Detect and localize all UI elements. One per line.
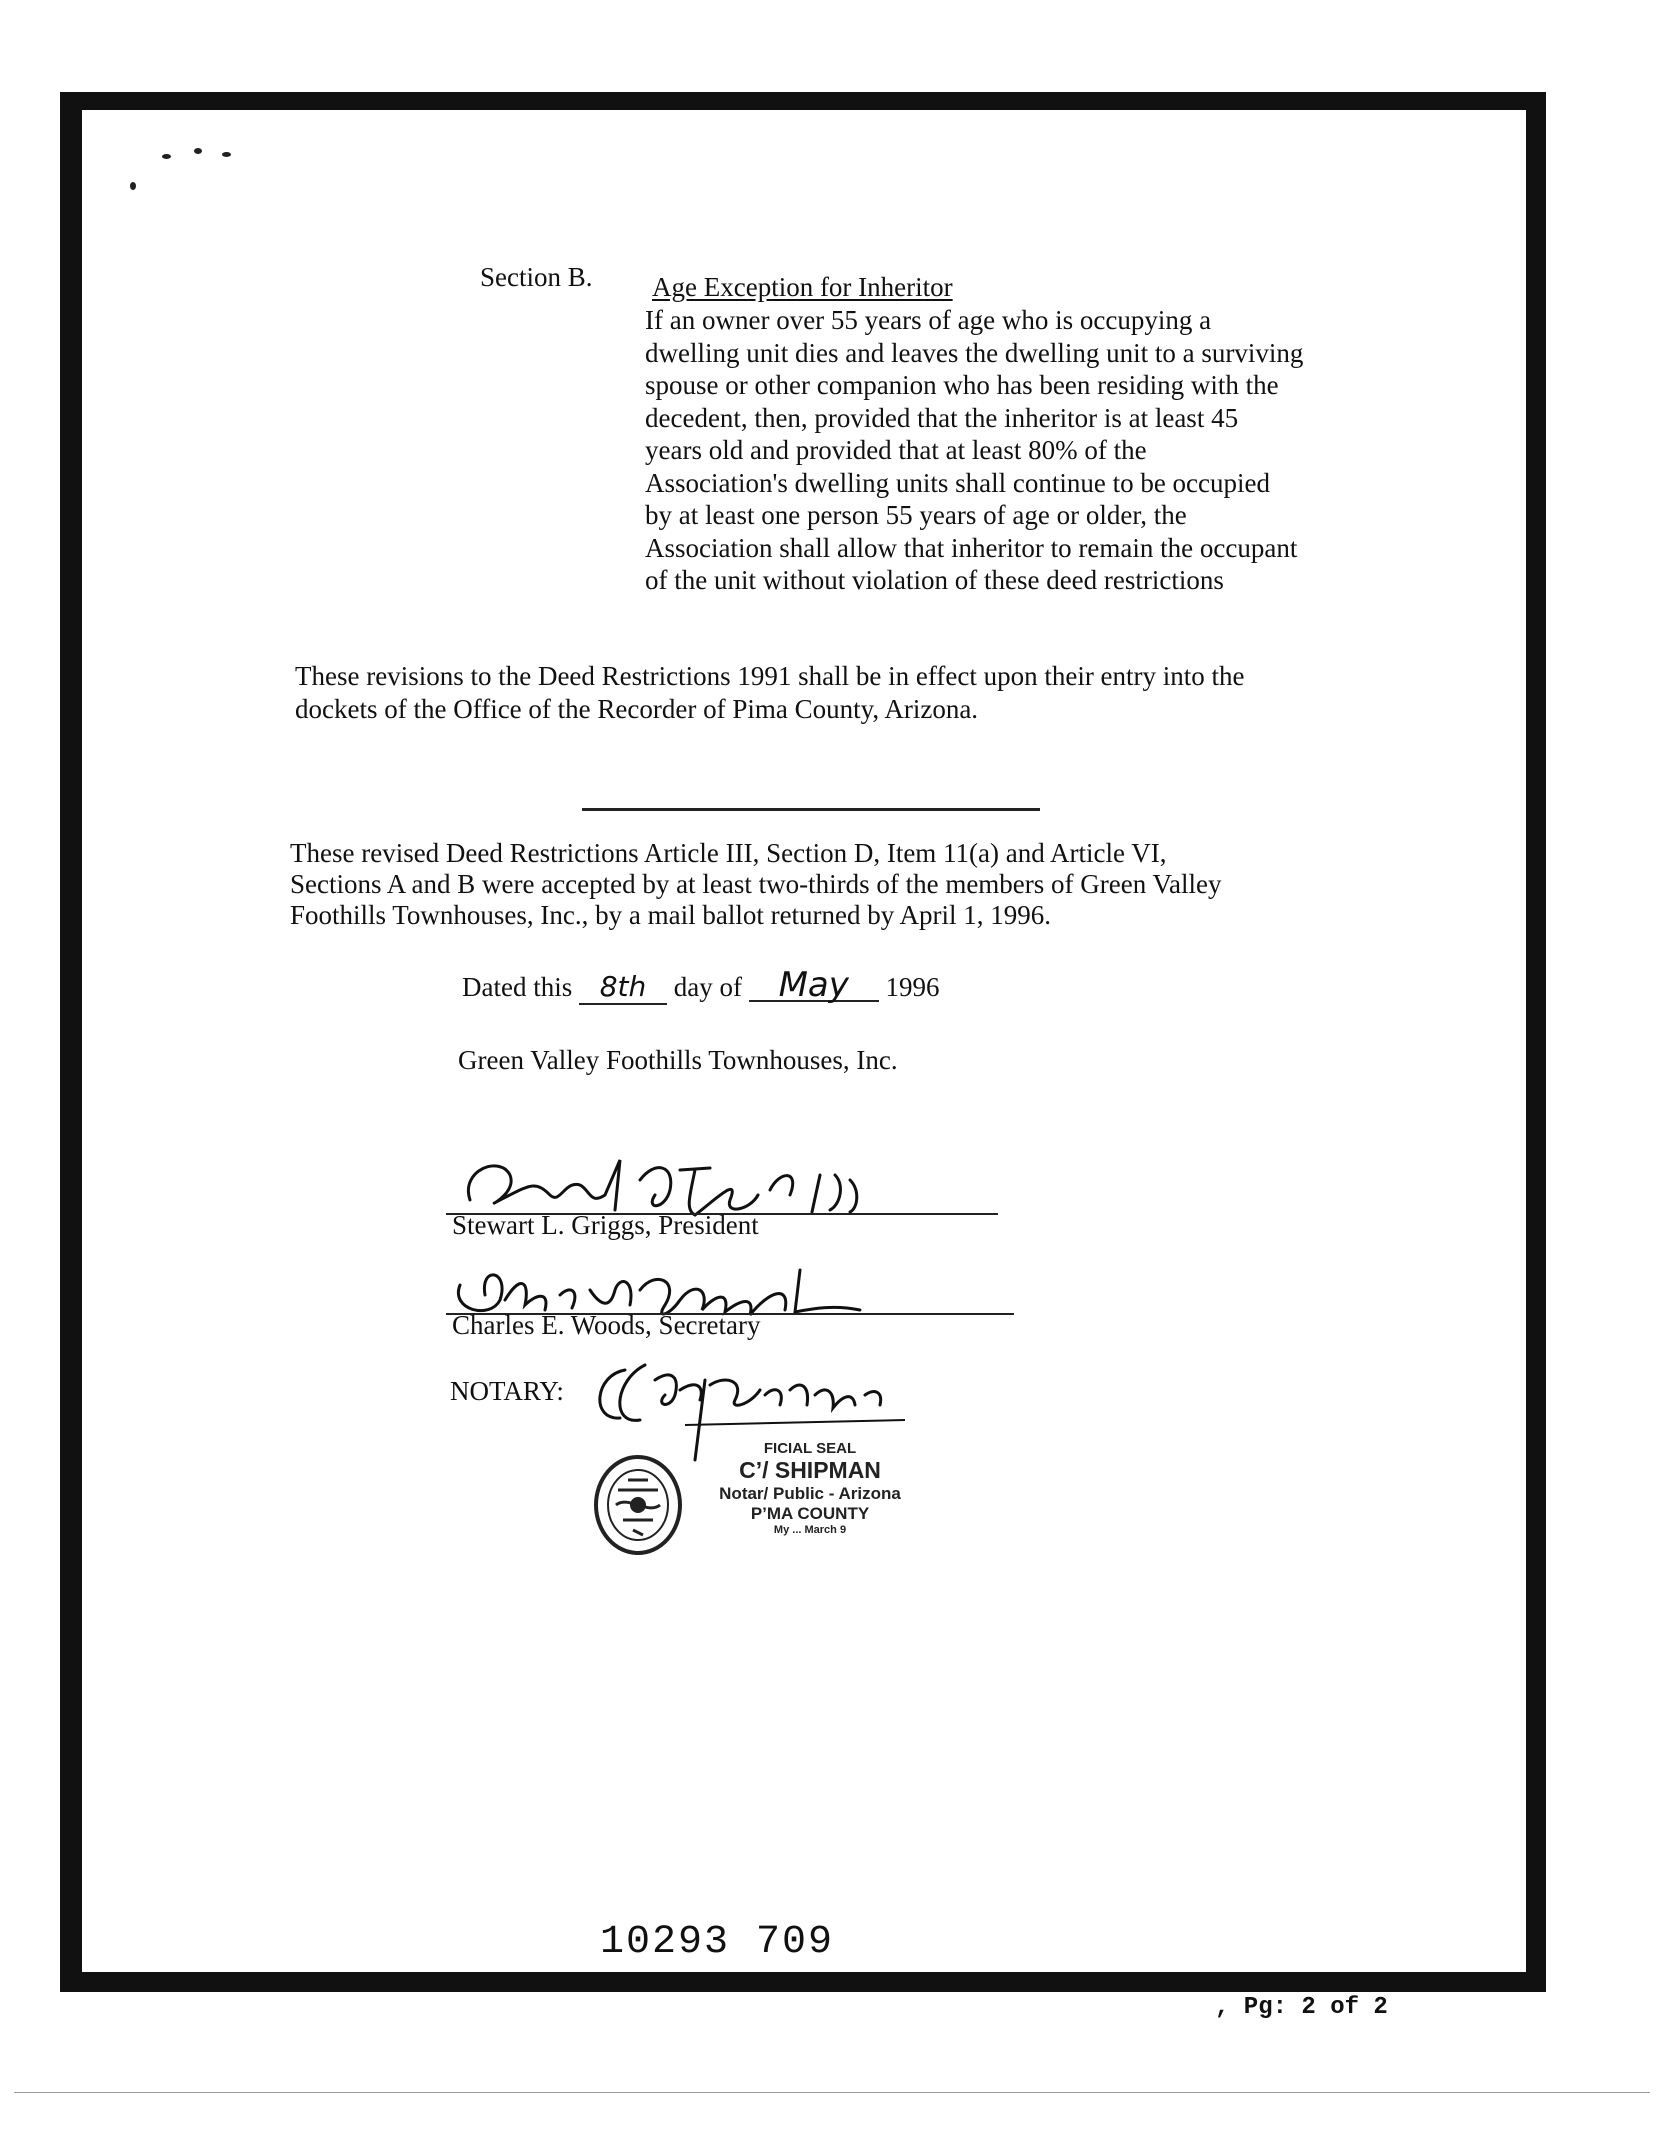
paragraph-line: Sections A and B were accepted by at least two-thirds of the members of Green Valley: [290, 869, 1222, 899]
notary-seal-text: [700, 1440, 920, 1536]
president-name: Stewart L. Griggs, President: [452, 1210, 759, 1240]
acceptance-paragraph: [290, 838, 1221, 931]
section-body: [645, 304, 1345, 597]
divider-rule: [582, 808, 1040, 811]
dated-line: [462, 965, 940, 1005]
section-line: Association's dwelling units shall continue to be occupied: [645, 467, 1271, 498]
section-line: Association shall allow that inheritor to remain the occupant: [645, 532, 1298, 563]
company-name: Green Valley Foothills Townhouses, Inc.: [458, 1045, 898, 1075]
revision-paragraph: [295, 660, 1245, 726]
month-field: May: [749, 970, 879, 1002]
section-line: dwelling unit dies and leaves the dwelling unit to a surviving: [645, 337, 1304, 368]
seal-line: Notar/ Public - Arizona: [719, 1484, 901, 1503]
paragraph-line: These revisions to the Deed Restrictions 1991 shall be in effect upon their entry into the: [295, 661, 1245, 691]
seal-line: My ... March 9: [773, 1524, 847, 1536]
seal-line: P’MA COUNTY: [750, 1504, 870, 1523]
dated-middle: day of: [673, 972, 742, 1002]
page-indicator: , Pg: 2 of 2: [1215, 1994, 1388, 2021]
notary-seal-emblem: [588, 1450, 688, 1560]
bottom-rule: [14, 2092, 1650, 2093]
section-line: of the unit without violation of these deed restrictions: [645, 565, 1224, 595]
dated-year: 1996: [885, 972, 940, 1002]
day-field: 8th: [579, 970, 667, 1005]
section-line: years old and provided that at least 80% of the: [645, 435, 1147, 465]
paragraph-line: dockets of the Office of the Recorder of Pima County, Arizona.: [295, 694, 979, 724]
dated-prefix: Dated this: [462, 972, 573, 1002]
document-number: 10293 709: [600, 1920, 835, 1965]
notary-label: NOTARY:: [450, 1376, 564, 1406]
section-title: Age Exception for Inheritor: [652, 272, 953, 302]
section-line: decedent, then, provided that the inheritor is at least 45: [645, 402, 1239, 433]
secretary-name: Charles E. Woods, Secretary: [452, 1310, 761, 1340]
paragraph-line: Foothills Townhouses, Inc., by a mail ballot returned by April 1, 1996.: [290, 900, 1052, 930]
paragraph-line: These revised Deed Restrictions Article III, Section D, Item 11(a) and Article VI,: [290, 838, 1167, 868]
section-line: If an owner over 55 years of age who is occupying a: [645, 305, 1212, 335]
section-line: by at least one person 55 years of age or older, the: [645, 500, 1187, 530]
seal-line: FICIAL SEAL: [763, 1440, 857, 1457]
section-line: spouse or other companion who has been residing with the: [645, 370, 1279, 400]
seal-line: C’/ SHIPMAN: [739, 1457, 881, 1483]
section-label: Section B.: [480, 262, 593, 292]
